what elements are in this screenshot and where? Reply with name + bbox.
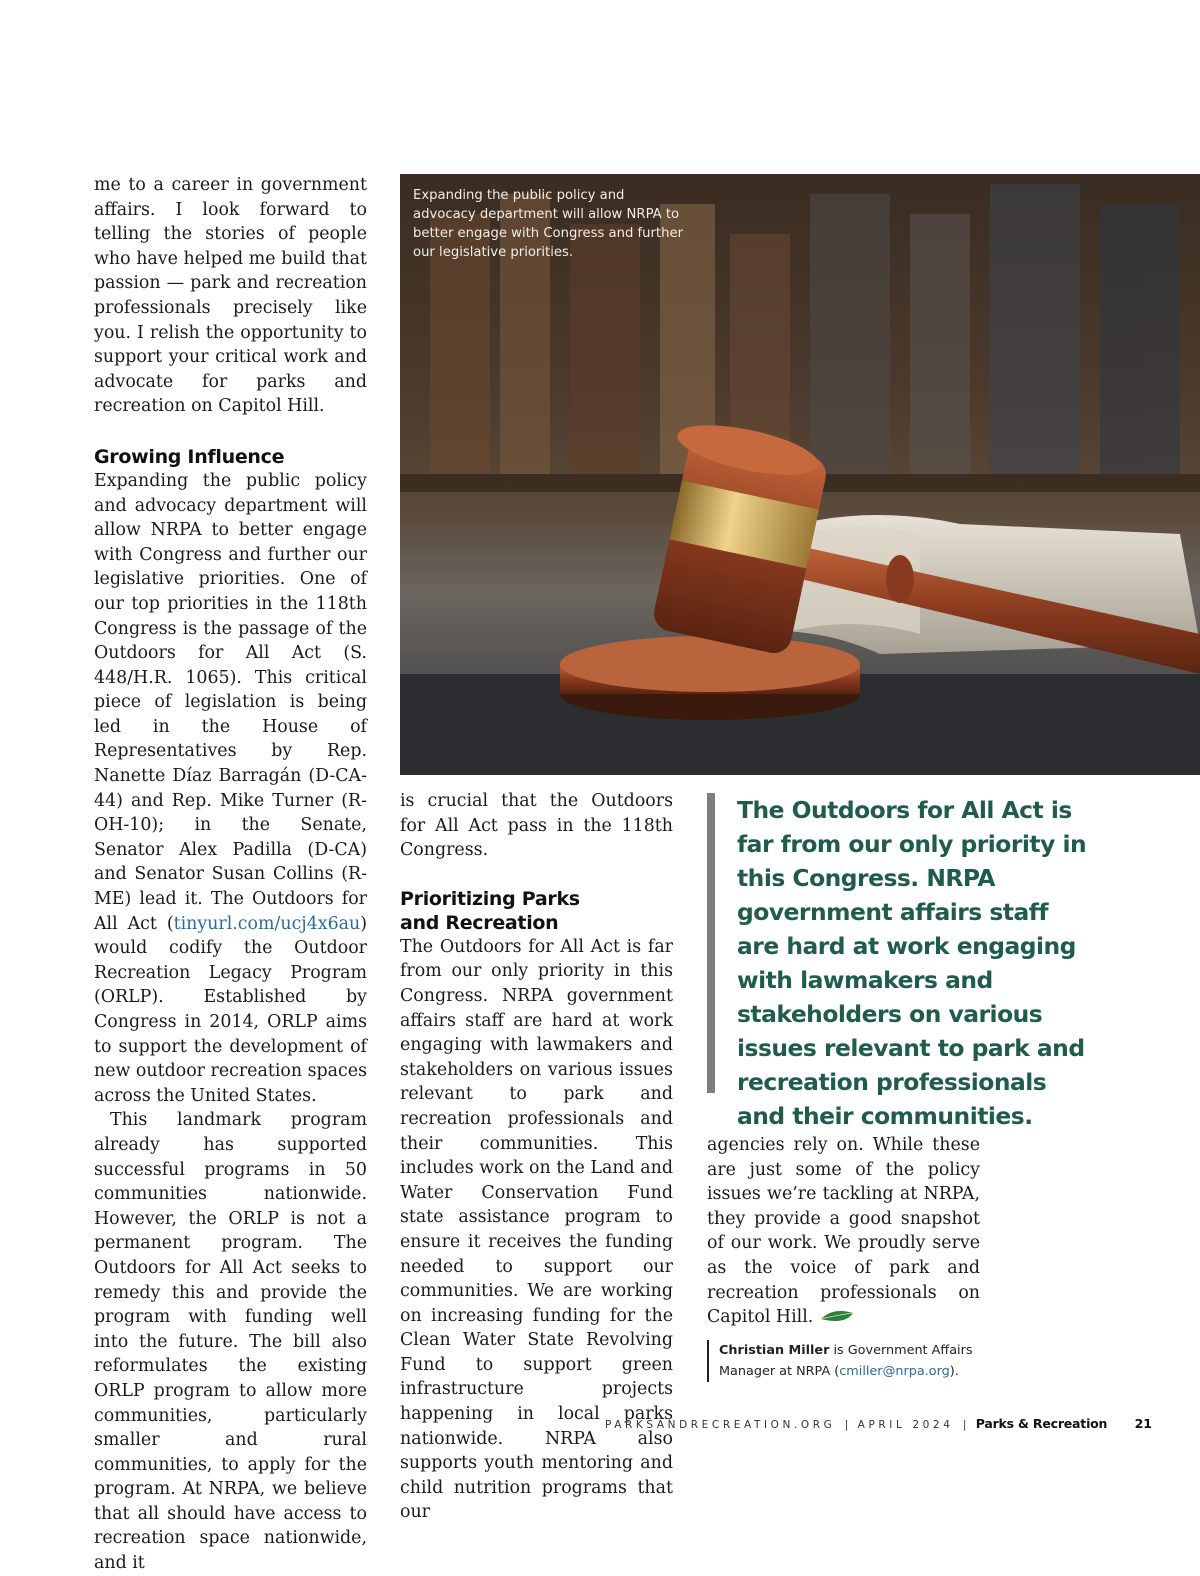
- paragraph-continuation: is crucial that the Outdoors for All Act pass in the 118th Congress.: [400, 791, 673, 861]
- footer-site[interactable]: PARKSANDRECREATION.ORG: [604, 1419, 836, 1431]
- photo-caption: Expanding the public policy and advocacy department will allow NRPA to better engage with Congress and further our legislative priorities.: [413, 188, 683, 260]
- pull-quote: The Outdoors for All Act is far from our only priority in this Congress. NRPA government affairs staff are hard at work engaging with lawmakers and stakeholders on various issues relevant to park and recreation professionals and their communities.: [707, 793, 1087, 1093]
- footer-issue: APRIL 2024: [857, 1419, 954, 1431]
- page-number: 21: [1134, 1416, 1152, 1431]
- author-email-link[interactable]: cmiller@nrpa.org: [839, 1364, 950, 1379]
- gavel-photo: [400, 174, 1200, 775]
- paragraph-growing-influence: [94, 469, 367, 1108]
- gavel-illustration: [400, 174, 1200, 775]
- footer-magazine-title: Parks & Recreation: [975, 1416, 1108, 1431]
- article-column-2: [400, 789, 673, 1525]
- footer-separator: |: [962, 1419, 967, 1431]
- leaf-end-icon: [819, 1308, 855, 1333]
- heading-line: Prioritizing Parks: [400, 887, 580, 910]
- paragraph-closing: [707, 1133, 980, 1333]
- bio-text: ).: [949, 1364, 959, 1379]
- paragraph-text: ) would codify the Outdoor Recreation Legacy Program (ORLP). Established by Congress in 2014, ORLP aims to support the development of new outdoor recreation spaces across the United States.: [94, 913, 367, 1106]
- author-bio: [707, 1340, 999, 1382]
- footer-separator: |: [844, 1419, 849, 1431]
- article-column-3: [707, 1133, 980, 1333]
- paragraph-text: Expanding the public policy and advocacy department will allow NRPA to better engage with Congress and further our legislative priorities. One of our top priorities in the 118th Congress is the passage of the Outdoors for All Act (S. 448/H.R. 1065). This critical piece of legislation is being led in the House of Representatives by Rep. Nanette Díaz Barragán (D-CA-44) and Rep. Mike Turner (R-OH-10); in the Senate, Senator Alex Padilla (D-CA) and Senator Susan Collins (R-ME) lead it. The Outdoors for All Act (: [94, 470, 367, 934]
- bio-text: is Government Affairs Manager at NRPA (: [719, 1343, 973, 1379]
- paragraph-prioritizing: The Outdoors for All Act is far from our only priority in this Congress. NRPA government affairs staff are hard at work engaging with lawmakers and stakeholders on various issues relevant to park and recreation professionals and their communities. This includes work on the Land and Water Conservation Fund state assistance program to ensure it receives the funding needed to support our communities. We are working on increasing funding for the Clean Water State Revolving Fund to support green infrastructure projects happening in local parks nationwide. NRPA also supports youth mentoring and child nutrition programs that our: [400, 936, 673, 1523]
- heading-line: and Recreation: [400, 911, 559, 934]
- section-heading-prioritizing: [400, 887, 673, 935]
- paragraph-landmark-program: This landmark program already has supported successful programs in 50 communities nationwide. However, the ORLP is not a permanent program. The Outdoors for All Act seeks to remedy this and provide the program with funding well into the future. The bill also reformulates the existing ORLP program to allow more communities, particularly smaller and rural communities, to apply for the program. At NRPA, we believe that all should have access to recreation space nationwide, and it: [94, 1110, 367, 1574]
- paragraph-intro: me to a career in government affairs. I look forward to telling the stories of people who have helped me build that passion — park and recreation professionals precisely like you. I relish the opportunity to support your critical work and advocate for parks and recreation on Capitol Hill.: [94, 175, 367, 417]
- article-column-1: [94, 173, 367, 1576]
- page-footer: [0, 1416, 1152, 1431]
- section-heading-growing-influence: Growing Influence: [94, 445, 285, 468]
- author-name: Christian Miller: [719, 1343, 830, 1358]
- tinyurl-link[interactable]: tinyurl.com/ucj4x6au: [173, 913, 361, 934]
- paragraph-text: agencies rely on. While these are just some of the policy issues we’re tackling at NRPA, they provide a good snapshot of our work. We proudly serve as the voice of park and recreation professionals on Capitol Hill.: [707, 1135, 980, 1328]
